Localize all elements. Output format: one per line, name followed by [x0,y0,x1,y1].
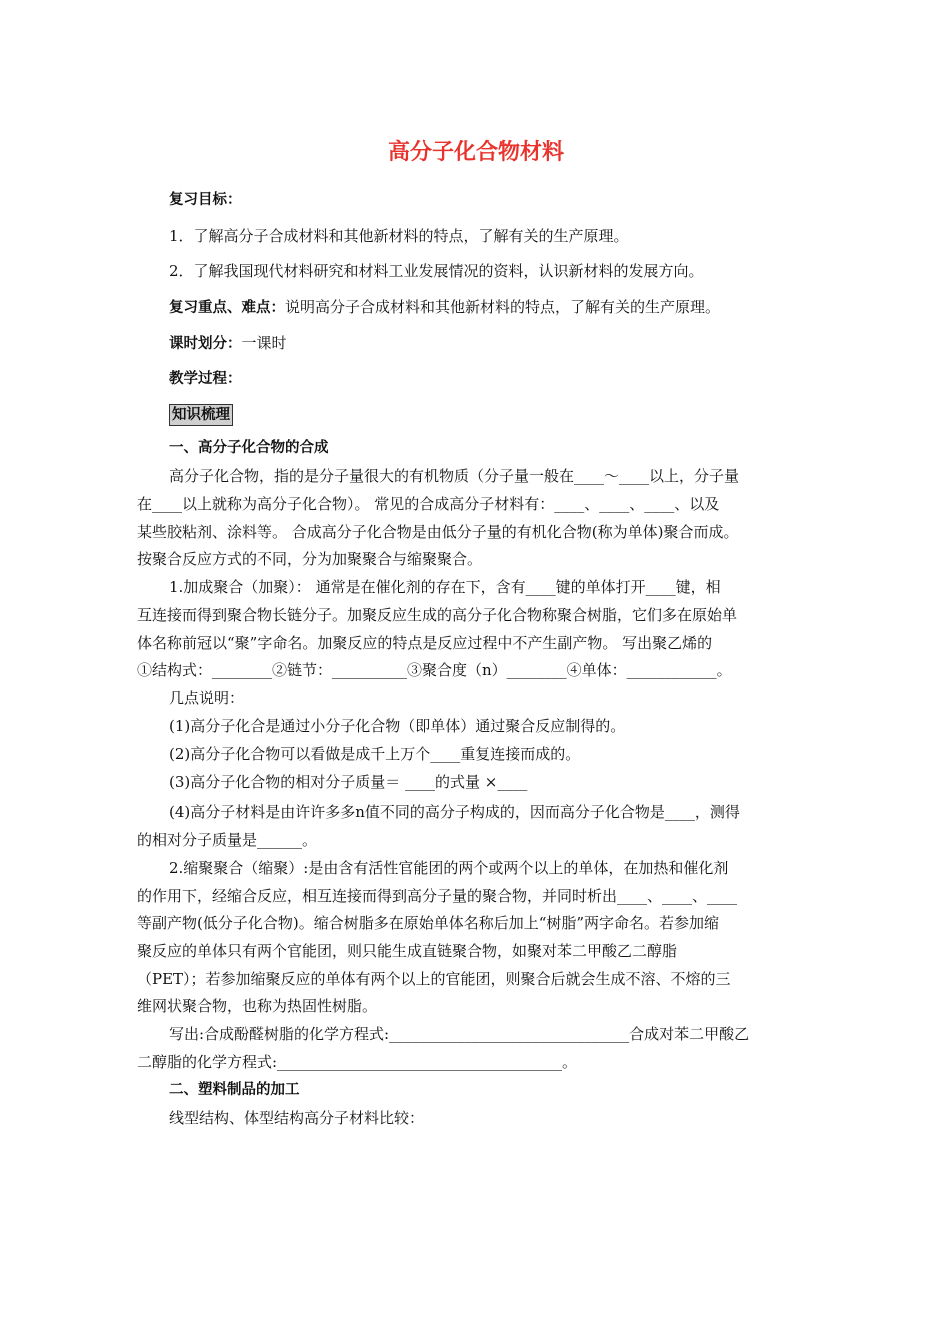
paragraph-line: 1.加成聚合（加聚）： 通常是在催化剂的存在下，含有____键的单体打开____键，相 [169,578,721,596]
objective-2: 2．了解我国现代材料研究和材料工业发展情况的资料，认识新材料的发展方向。 [169,262,704,280]
paragraph-line: 维网状聚合物，也称为热固性树脂。 [137,997,378,1015]
lesson-division [169,332,815,355]
paragraph-line: 的作用下，经缩合反应，相互连接而得到高分子量的聚合物，并同时析出____、____、____ [137,887,738,905]
paragraph-line: 在____以上就称为高分子化合物）。 常见的合成高分子材料有：____、____、____、以及 [137,495,720,513]
paragraph-line: 二醇脂的化学方程式:______________________________________。 [137,1053,578,1071]
paragraph-line: (4)高分子材料是由许许多多n值不同的高分子构成的，因而高分子化合物是____，测得 [169,803,740,821]
paragraph-line: （PET）；若参加缩聚反应的单体有两个以上的官能团，则聚合后就会生成不溶、不熔的三 [137,970,731,988]
paragraph-line: 某些胶粘剂、涂料等。 合成高分子化合物是由低分子量的有机化合物(称为单体)聚合而成。 [137,523,739,541]
section-label-objectives: 复习目标： [169,192,242,208]
paragraph-line: 写出:合成酚醛树脂的化学方程式:________________________________合成对苯二甲酸乙 [169,1025,750,1043]
paragraph-line: 按聚合反应方式的不同，分为加聚聚合与缩聚聚合。 [137,550,483,568]
paragraph-line: 互连接而得到聚合物长链分子。加聚反应生成的高分子化合物称聚合树脂，它们多在原始单 [137,606,738,624]
heading-synthesis: 一、高分子化合物的合成 [169,440,329,456]
knowledge-box: 知识梳理 [169,404,233,426]
paragraph-line: ①结构式：________②链节：__________③聚合度（n）________④单体：____________。 [137,661,732,679]
objective-1: 1．了解高分子合成材料和其他新材料的特点，了解有关的生产原理。 [169,227,629,245]
paragraph-line: (1)高分子化合是通过小分子化合物（即单体）通过聚合反应制得的。 [169,717,626,735]
lesson-division-label: 课时划分： [169,336,242,352]
paragraph-line: 体名称前冠以“聚”字命名。加聚反应的特点是反应过程中不产生副产物。 写出聚乙烯的 [137,634,713,652]
paragraph-line: (3)高分子化合物的相对分子质量＝ ____的式量 ×____ [169,773,528,791]
paragraph-line: 等副产物(低分子化合物)。缩合树脂多在原始单体名称后加上“树脂”两字命名。若参加缩 [137,914,720,932]
knowledge-box-row [169,403,815,426]
paragraph-line: 聚反应的单体只有两个官能团，则只能生成直链聚合物，如聚对苯二甲酸乙二醇脂 [137,942,678,960]
lesson-division-text: 一课时 [241,334,287,352]
paragraph-line: 2.缩聚聚合（缩聚）:是由含有活性官能团的两个或两个以上的单体，在加热和催化剂 [169,859,729,877]
section-label-process: 教学过程： [169,371,242,387]
paragraph-line: (2)高分子化合物可以看做是成千上万个____重复连接而成的。 [169,745,581,763]
paragraph-line: 几点说明： [169,689,245,707]
heading-plastics: 二、塑料制品的加工 [169,1082,300,1098]
key-points-label: 复习重点、难点： [169,300,285,316]
document-title: 高分子化合物材料 [387,140,564,165]
key-points-text: 说明高分子合成材料和其他新材料的特点，了解有关的生产原理。 [285,298,721,316]
paragraph-line: 的相对分子质量是______。 [137,831,318,849]
key-points [169,296,815,319]
paragraph-line: 线型结构、体型结构高分子材料比较： [169,1109,425,1127]
paragraph-line: 高分子化合物，指的是分子量很大的有机物质（分子量一般在____～____以上，分子量 [169,467,740,485]
